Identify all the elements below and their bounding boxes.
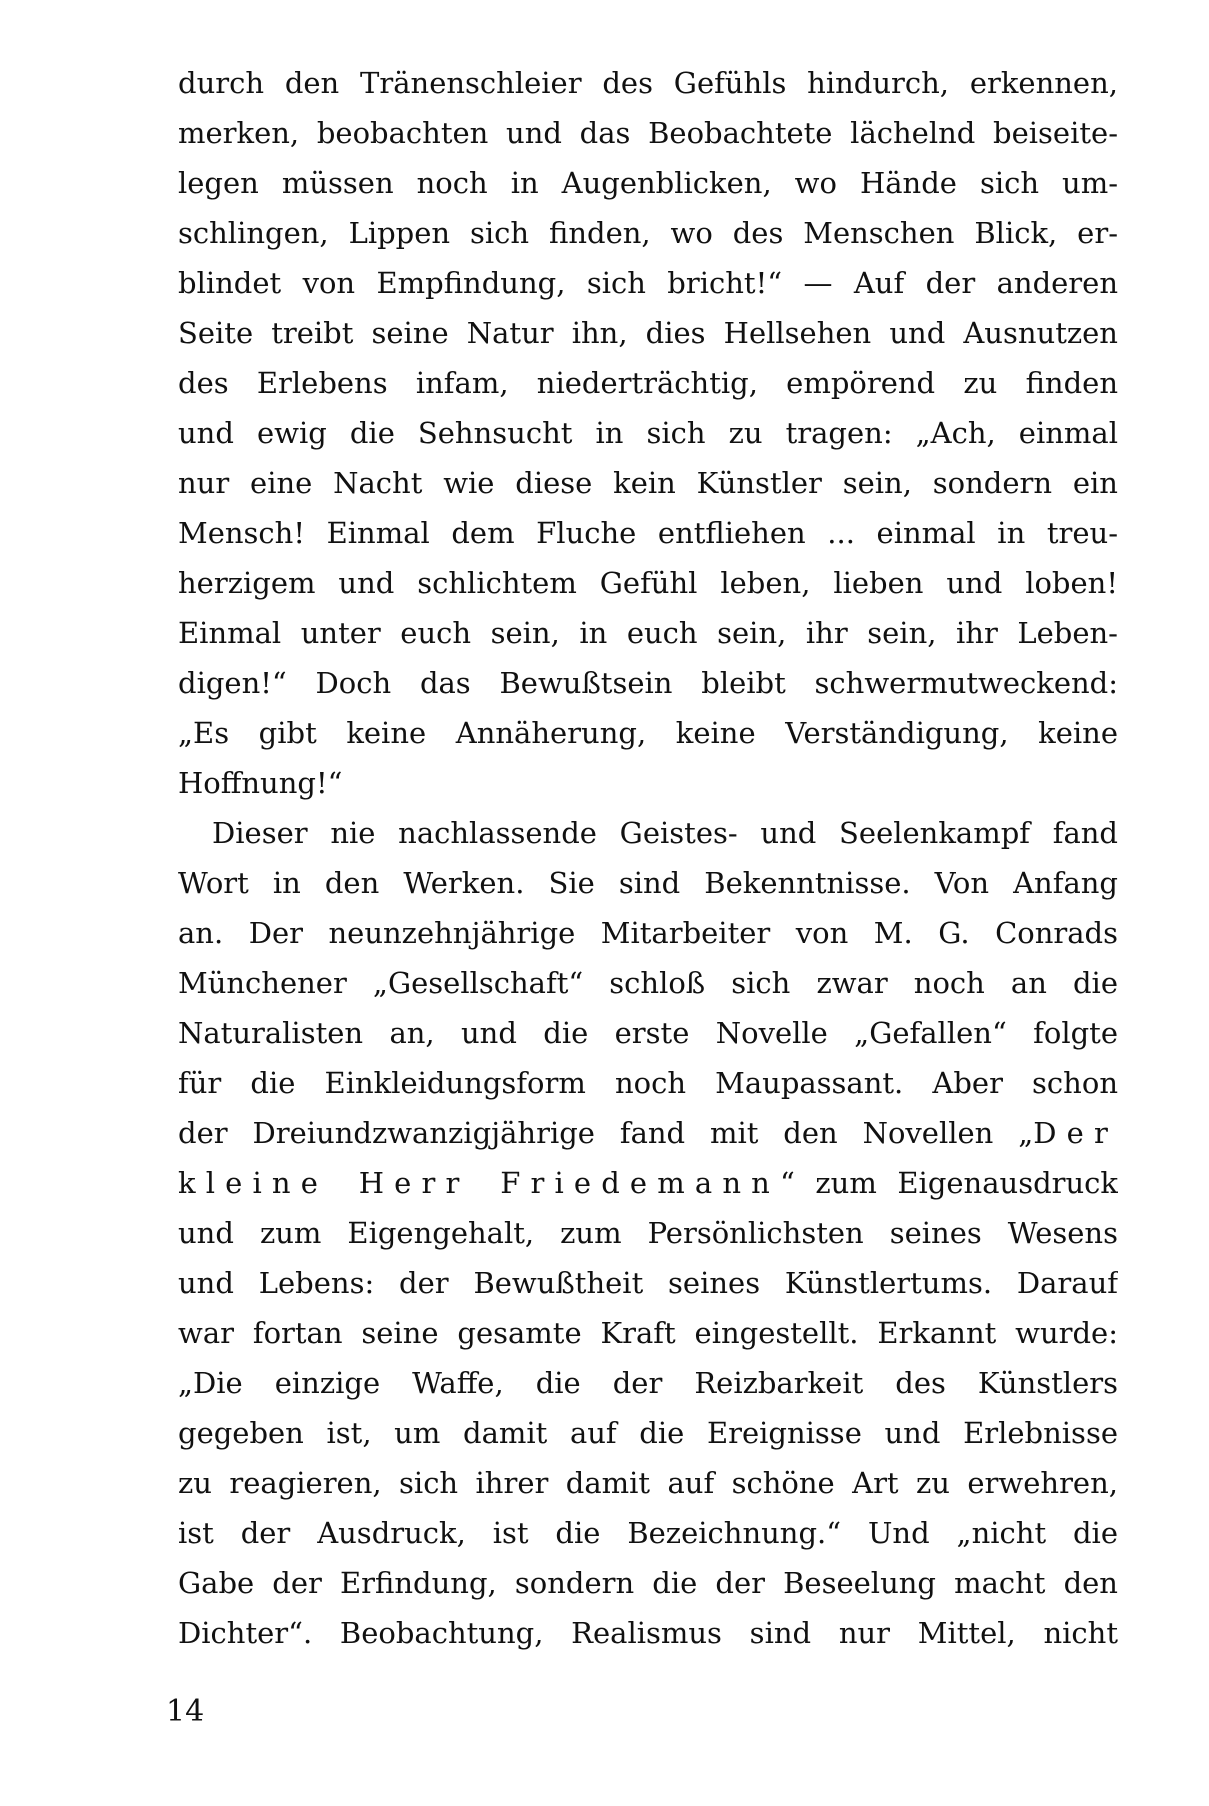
text-line: für die Einkleidungsform noch Maupassant. Aber schon — [178, 1066, 1118, 1100]
text-line: Einmal unter euch sein, in euch sein, ihr sein, ihr Leben- — [178, 616, 1118, 650]
text-line — [178, 1158, 1118, 1208]
text-line: und zum Eigengehalt, zum Persönlichsten seines Wesens — [178, 1216, 1118, 1250]
spaced-title-part: Der — [1033, 1116, 1118, 1150]
text-line: Gabe der Erfindung, sondern die der Beseelung macht den — [178, 1566, 1118, 1600]
text-line: schlingen, Lippen sich finden, wo des Menschen Blick, er- — [178, 216, 1118, 250]
text-line: „Die einzige Waffe, die der Reizbarkeit des Künstlers — [178, 1366, 1118, 1400]
text-line: gegeben ist, um damit auf die Ereignisse und Erlebnisse — [178, 1416, 1118, 1450]
text-segment: der Dreiundzwanzigjährige fand mit den Novellen „ — [178, 1116, 1034, 1150]
text-line: herzigem und schlichtem Gefühl leben, lieben und loben! — [178, 566, 1118, 600]
text-line: Seite treibt seine Natur ihn, dies Hellsehen und Ausnutzen — [178, 316, 1118, 350]
text-line: und Lebens: der Bewußtheit seines Künstlertums. Darauf — [178, 1266, 1118, 1300]
text-line — [178, 1108, 1118, 1158]
text-line: an. Der neunzehnjährige Mitarbeiter von M. G. Conrads — [178, 916, 1118, 950]
text-line: des Erlebens infam, niederträchtig, empörend zu finden — [178, 366, 1118, 400]
text-line: nur eine Nacht wie diese kein Künstler sein, sondern ein — [178, 466, 1118, 500]
text-line: durch den Tränenschleier des Gefühls hindurch, erkennen, — [178, 66, 1118, 100]
body-text — [178, 58, 1118, 1658]
text-line: Wort in den Werken. Sie sind Bekenntnisse. Von Anfang — [178, 866, 1118, 900]
spaced-title-part: kleine Herr Friedemann — [178, 1166, 780, 1200]
text-line-paragraph-start: Dieser nie nachlassende Geistes- und Seelenkampf fand — [212, 816, 1118, 850]
text-line: Dichter“. Beobachtung, Realismus sind nur Mittel, nicht — [178, 1616, 1118, 1650]
text-line: digen!“ Doch das Bewußtsein bleibt schwermutweckend: — [178, 666, 1118, 700]
text-line: ist der Ausdruck, ist die Bezeichnung.“ Und „nicht die — [178, 1516, 1118, 1550]
text-line: merken, beobachten und das Beobachtete lächelnd beiseite- — [178, 116, 1118, 150]
page-number: 14 — [166, 1694, 205, 1729]
text-line: Münchener „Gesellschaft“ schloß sich zwar noch an die — [178, 966, 1118, 1000]
text-line: war fortan seine gesamte Kraft eingestellt. Erkannt wurde: — [178, 1316, 1118, 1350]
text-line: „Es gibt keine Annäherung, keine Verständigung, keine — [178, 716, 1118, 750]
text-segment: “ zum Eigenausdruck — [780, 1166, 1118, 1200]
text-line: zu reagieren, sich ihrer damit auf schöne Art zu erwehren, — [178, 1466, 1118, 1500]
text-line: blindet von Empfindung, sich bricht!“ — Auf der anderen — [178, 266, 1118, 300]
text-line: legen müssen noch in Augenblicken, wo Hände sich um- — [178, 166, 1118, 200]
text-line: Naturalisten an, und die erste Novelle „Gefallen“ folgte — [178, 1016, 1118, 1050]
text-line: und ewig die Sehnsucht in sich zu tragen: „Ach, einmal — [178, 416, 1118, 450]
text-line: Mensch! Einmal dem Fluche entfliehen ... einmal in treu- — [178, 516, 1118, 550]
text-line: Hoffnung!“ — [178, 766, 343, 800]
